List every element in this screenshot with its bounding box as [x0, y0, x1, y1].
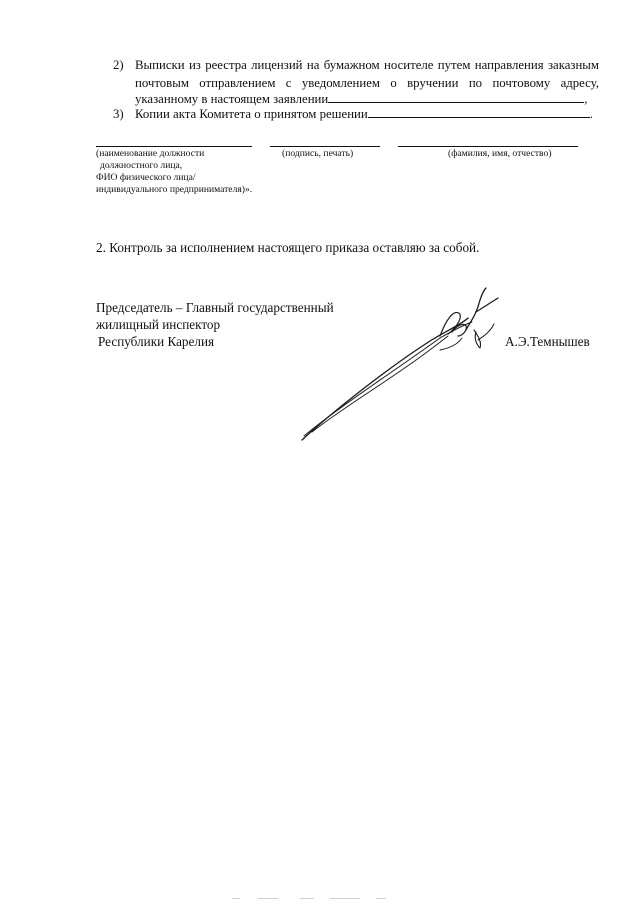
scan-artifact — [258, 898, 278, 899]
list-item-3-text: Копии акта Комитета о принятом решении — [135, 107, 368, 121]
list-item-2-line-2: почтовым отправлением с уведомлением о вручении по почтовому адресу, — [135, 76, 599, 90]
label-position-line-2: должностного лица, — [100, 160, 183, 171]
signature-line-sign — [270, 146, 380, 147]
label-sign: (подпись, печать) — [282, 148, 354, 159]
list-item-3-end: . — [589, 107, 593, 121]
signatory-title-line-1: Председатель – Главный государственный — [96, 300, 334, 315]
fill-in-line-address — [328, 91, 584, 103]
signatory-title-line-2: жилищный инспектор — [96, 317, 221, 332]
list-item-2-line-3-text: указанному в настоящем заявлении — [135, 92, 329, 106]
label-position — [96, 148, 296, 196]
label-name: (фамилия, имя, отчество) — [448, 148, 552, 159]
signature-line-name — [398, 146, 578, 147]
handwritten-signature — [290, 286, 510, 448]
paragraph-2: 2. Контроль за исполнением настоящего приказа оставляю за собой. — [96, 240, 480, 255]
list-item-2-line-3 — [135, 91, 599, 107]
list-item-2-line-3-end: , — [584, 92, 588, 106]
scan-artifact — [376, 898, 386, 899]
scan-artifact — [330, 898, 360, 899]
list-item-2-line-1: Выписки из реестра лицензий на бумажном носителе путем направления заказным — [135, 58, 599, 72]
list-number-2: 2) — [113, 58, 124, 72]
label-position-line-3: ФИО физического лица/ — [96, 172, 196, 183]
list-item-3-body — [135, 106, 593, 122]
signatory-name: А.Э.Темнышев — [505, 334, 590, 349]
signatory-title-line-3: Республики Карелия — [98, 334, 215, 349]
fill-in-line-decision — [368, 106, 590, 118]
label-position-line-1: (наименование должности — [96, 148, 205, 159]
scan-artifact — [300, 898, 314, 899]
signature-line-position — [96, 146, 252, 147]
label-position-line-4: индивидуального предпринимателя)». — [96, 184, 253, 195]
scan-artifact — [232, 898, 240, 899]
list-number-3: 3) — [113, 107, 124, 121]
